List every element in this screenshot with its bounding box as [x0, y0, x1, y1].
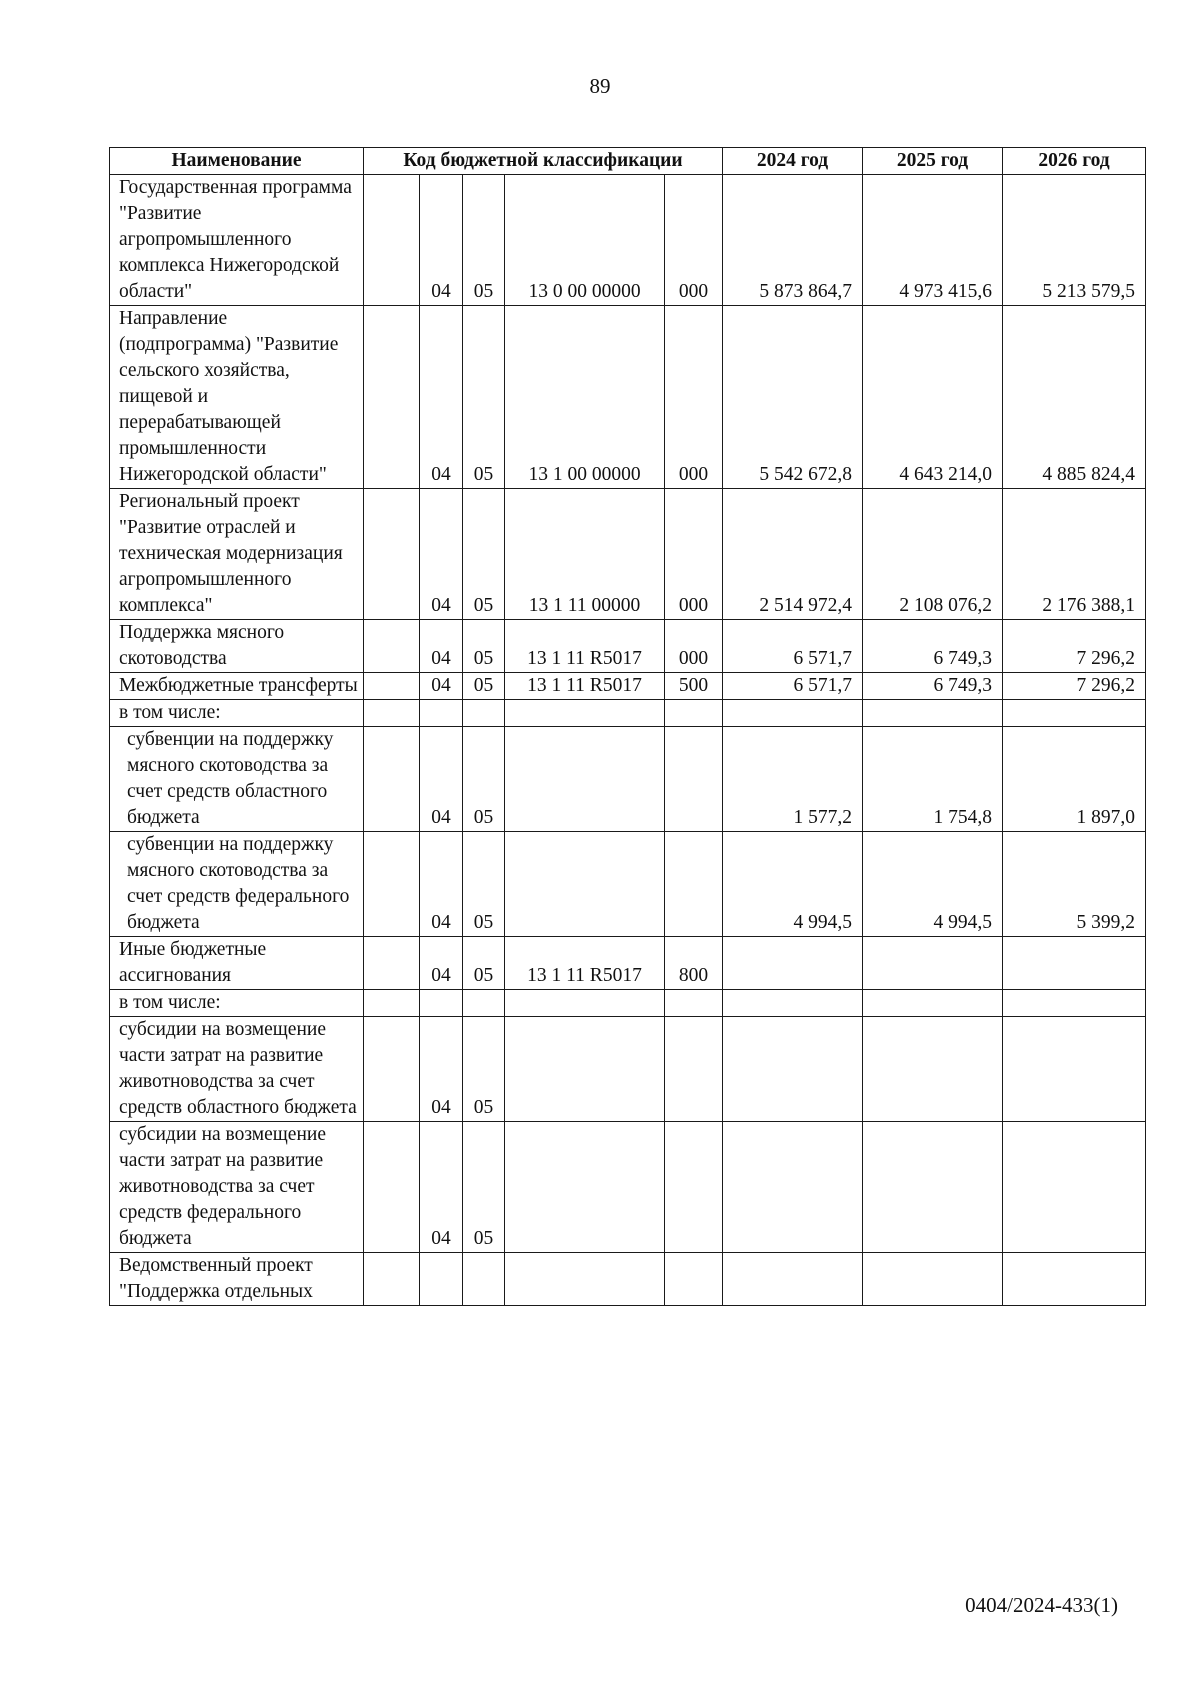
- cell-code-2: 05: [463, 673, 505, 700]
- table-row: [110, 990, 1146, 1017]
- cell-code-1: 04: [420, 620, 463, 673]
- header-2026: 2026 год: [1003, 148, 1146, 175]
- document-id: 0404/2024-433(1): [965, 1593, 1118, 1617]
- cell-code-2: 05: [463, 489, 505, 620]
- cell-code-4: [665, 1017, 723, 1122]
- cell-2026: [1003, 937, 1146, 990]
- cell-code-3: 13 1 11 R5017: [505, 673, 665, 700]
- cell-code-4: [665, 727, 723, 832]
- cell-2024: 4 994,5: [723, 832, 863, 937]
- row-name: субвенции на поддержку мясного скотоводства за счет средств областного бюджета: [110, 727, 364, 832]
- cell-code-4: 800: [665, 937, 723, 990]
- table-row: [110, 727, 1146, 832]
- row-name: Межбюджетные трансферты: [110, 673, 364, 700]
- cell-2026: [1003, 1253, 1146, 1306]
- cell-2024: [723, 1122, 863, 1253]
- cell-code-3: 13 0 00 00000: [505, 175, 665, 306]
- cell-code-1: 04: [420, 175, 463, 306]
- cell-code-4: 000: [665, 489, 723, 620]
- cell-code-2: 05: [463, 1017, 505, 1122]
- cell-2024: [723, 700, 863, 727]
- cell-code-2: 05: [463, 937, 505, 990]
- cell-2024: 2 514 972,4: [723, 489, 863, 620]
- cell-code-2: [463, 1253, 505, 1306]
- cell-2026: [1003, 1122, 1146, 1253]
- cell-2024: [723, 937, 863, 990]
- cell-code-3: [505, 727, 665, 832]
- cell-code-1: 04: [420, 727, 463, 832]
- header-2024: 2024 год: [723, 148, 863, 175]
- cell-2025: 4 973 415,6: [863, 175, 1003, 306]
- cell-2026: 7 296,2: [1003, 620, 1146, 673]
- cell-code-4: [665, 700, 723, 727]
- cell-code-1: 04: [420, 306, 463, 489]
- row-name: в том числе:: [110, 990, 364, 1017]
- row-name: Иные бюджетные ассигнования: [110, 937, 364, 990]
- row-name: Направление (подпрограмма) "Развитие сельского хозяйства, пищевой и перерабатывающей промышленности Нижегородской области": [110, 306, 364, 489]
- row-name: субсидии на возмещение части затрат на развитие животноводства за счет средств областного бюджета: [110, 1017, 364, 1122]
- cell-code-2: 05: [463, 175, 505, 306]
- cell-code-1: 04: [420, 1017, 463, 1122]
- cell-code-1: 04: [420, 937, 463, 990]
- cell-2024: [723, 1017, 863, 1122]
- table-body: [110, 175, 1146, 1306]
- cell-2025: 4 994,5: [863, 832, 1003, 937]
- cell-code-0: [364, 1253, 420, 1306]
- cell-2025: 4 643 214,0: [863, 306, 1003, 489]
- cell-2024: [723, 990, 863, 1017]
- cell-2024: 5 873 864,7: [723, 175, 863, 306]
- cell-code-0: [364, 175, 420, 306]
- cell-code-3: [505, 1253, 665, 1306]
- cell-code-0: [364, 673, 420, 700]
- cell-code-1: [420, 1253, 463, 1306]
- cell-code-0: [364, 832, 420, 937]
- cell-code-4: [665, 1122, 723, 1253]
- table-row: [110, 489, 1146, 620]
- table-row: [110, 306, 1146, 489]
- cell-code-2: 05: [463, 620, 505, 673]
- cell-code-4: 000: [665, 620, 723, 673]
- cell-2025: [863, 1017, 1003, 1122]
- header-code: Код бюджетной классификации: [364, 148, 723, 175]
- cell-code-0: [364, 489, 420, 620]
- cell-code-3: 13 1 11 R5017: [505, 937, 665, 990]
- cell-code-0: [364, 306, 420, 489]
- cell-code-2: 05: [463, 1122, 505, 1253]
- cell-code-2: 05: [463, 727, 505, 832]
- cell-2024: 6 571,7: [723, 673, 863, 700]
- cell-2024: [723, 1253, 863, 1306]
- cell-code-0: [364, 727, 420, 832]
- cell-code-2: 05: [463, 832, 505, 937]
- row-name: Поддержка мясного скотоводства: [110, 620, 364, 673]
- table-row: [110, 937, 1146, 990]
- cell-code-0: [364, 990, 420, 1017]
- cell-2024: 1 577,2: [723, 727, 863, 832]
- cell-code-0: [364, 1017, 420, 1122]
- cell-code-1: 04: [420, 489, 463, 620]
- cell-2025: 1 754,8: [863, 727, 1003, 832]
- cell-code-3: [505, 832, 665, 937]
- row-name: Ведомственный проект "Поддержка отдельных: [110, 1253, 364, 1306]
- table-row: [110, 175, 1146, 306]
- row-name: в том числе:: [110, 700, 364, 727]
- cell-2026: [1003, 1017, 1146, 1122]
- cell-code-3: 13 1 11 00000: [505, 489, 665, 620]
- cell-2026: 5 213 579,5: [1003, 175, 1146, 306]
- cell-code-2: [463, 700, 505, 727]
- table-row: [110, 1253, 1146, 1306]
- row-name: Региональный проект "Развитие отраслей и техническая модернизация агропромышленного комплекса": [110, 489, 364, 620]
- table-row: [110, 1122, 1146, 1253]
- cell-code-1: [420, 990, 463, 1017]
- table-row: [110, 700, 1146, 727]
- table-row: [110, 832, 1146, 937]
- header-2025: 2025 год: [863, 148, 1003, 175]
- cell-2024: 5 542 672,8: [723, 306, 863, 489]
- cell-2024: 6 571,7: [723, 620, 863, 673]
- cell-code-3: [505, 990, 665, 1017]
- budget-table: [109, 147, 1146, 1306]
- table-header-row: [110, 148, 1146, 175]
- row-name: Государственная программа "Развитие агропромышленного комплекса Нижегородской области": [110, 175, 364, 306]
- cell-code-4: [665, 990, 723, 1017]
- cell-code-3: 13 1 11 R5017: [505, 620, 665, 673]
- table-row: [110, 673, 1146, 700]
- cell-code-0: [364, 1122, 420, 1253]
- cell-2025: [863, 1122, 1003, 1253]
- cell-2026: 4 885 824,4: [1003, 306, 1146, 489]
- row-name: субсидии на возмещение части затрат на развитие животноводства за счет средств федерального бюджета: [110, 1122, 364, 1253]
- cell-2025: [863, 700, 1003, 727]
- row-name: субвенции на поддержку мясного скотоводства за счет средств федерального бюджета: [110, 832, 364, 937]
- cell-2025: [863, 990, 1003, 1017]
- cell-code-4: 000: [665, 175, 723, 306]
- cell-code-2: [463, 990, 505, 1017]
- cell-code-3: 13 1 00 00000: [505, 306, 665, 489]
- cell-2026: [1003, 700, 1146, 727]
- cell-code-4: [665, 1253, 723, 1306]
- cell-2026: 2 176 388,1: [1003, 489, 1146, 620]
- cell-code-4: 500: [665, 673, 723, 700]
- cell-code-4: 000: [665, 306, 723, 489]
- cell-code-1: [420, 700, 463, 727]
- cell-2025: [863, 1253, 1003, 1306]
- header-name: Наименование: [110, 148, 364, 175]
- cell-code-1: 04: [420, 1122, 463, 1253]
- cell-code-0: [364, 620, 420, 673]
- cell-code-0: [364, 700, 420, 727]
- cell-2026: 7 296,2: [1003, 673, 1146, 700]
- cell-code-3: [505, 1017, 665, 1122]
- cell-code-1: 04: [420, 673, 463, 700]
- cell-code-1: 04: [420, 832, 463, 937]
- page-number: 89: [589, 74, 611, 98]
- cell-code-2: 05: [463, 306, 505, 489]
- cell-2025: 2 108 076,2: [863, 489, 1003, 620]
- cell-2026: [1003, 990, 1146, 1017]
- cell-2025: [863, 937, 1003, 990]
- table-row: [110, 1017, 1146, 1122]
- cell-2025: 6 749,3: [863, 620, 1003, 673]
- cell-code-3: [505, 1122, 665, 1253]
- cell-code-4: [665, 832, 723, 937]
- table-row: [110, 620, 1146, 673]
- cell-2025: 6 749,3: [863, 673, 1003, 700]
- cell-2026: 5 399,2: [1003, 832, 1146, 937]
- cell-code-3: [505, 700, 665, 727]
- cell-code-0: [364, 937, 420, 990]
- cell-2026: 1 897,0: [1003, 727, 1146, 832]
